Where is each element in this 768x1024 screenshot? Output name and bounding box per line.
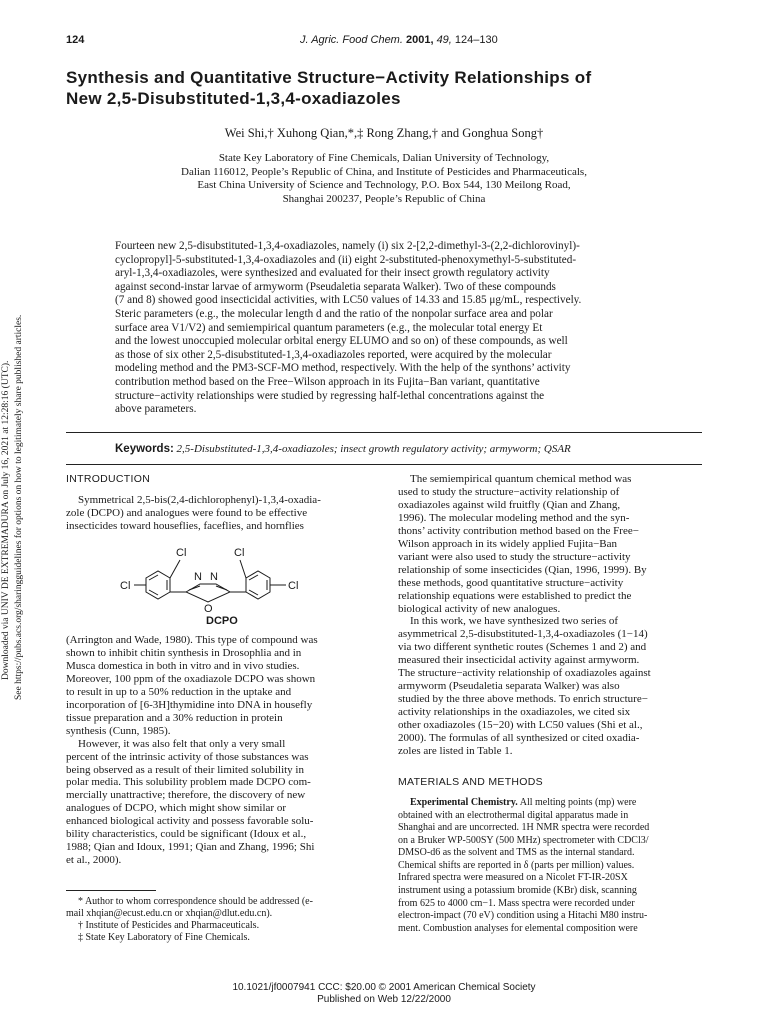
section-heading-materials: MATERIALS AND METHODS: [398, 775, 543, 788]
text-line: insecticides toward houseflies, faceflies, and hornflies: [66, 519, 304, 532]
text-line: instrument using a potassium bromide (KBr) disk, scanning: [398, 885, 637, 897]
atom-label-cl: Cl: [234, 547, 245, 559]
atom-label-n: N: [194, 571, 202, 583]
abstract: [115, 240, 655, 417]
journal-year: 2001,: [405, 34, 434, 46]
abstract-line: Steric parameters (e.g., the molecular length d and the ratio of the nonpolar surface area and polar: [115, 307, 553, 320]
text-line: DMSO-d6 as the solvent and TMS as the internal standard.: [398, 847, 635, 859]
abstract-line: Fourteen new 2,5-disubstituted-1,3,4-oxadiazoles, namely (i) six 2-[2,2-dimethyl-3-(2,2-dichlorovinyl)-: [115, 240, 580, 252]
text-line: Symmetrical 2,5-bis(2,4-dichlorophenyl)-1,3,4-oxadia-: [78, 493, 321, 506]
text-line: 2000). The formulas of all synthesized or cited oxadia-: [398, 732, 640, 745]
title-line: New 2,5-Disubstituted-1,3,4-oxadiazoles: [66, 89, 401, 108]
text-line: relationship of some insecticides (Qian, 1996, 1999). By: [398, 563, 647, 576]
page-number: 124: [66, 34, 85, 46]
text-line: enhanced biological activity and possess favorable solu-: [66, 815, 314, 828]
left-column-continued: [66, 634, 366, 867]
text-line: Musca domestica in both in vitro and in vivo studies.: [66, 659, 300, 672]
abstract-line: as those of six other 2,5-disubstituted-1,3,4-oxadiazoles reported, were acquired by the molecular: [115, 348, 552, 361]
left-column: [66, 473, 366, 533]
oxadiazole-ring: [186, 584, 230, 602]
text-line: tissue preparation and a 30% reduction in protein: [66, 711, 283, 724]
text-line: bility characteristics, could be significant (Idoux et al.,: [66, 828, 307, 841]
footnote-line: mail xhqian@ecust.edu.cn or xhqian@dlut.edu.cn).: [66, 908, 273, 919]
abstract-line: modeling method and the PM3-SCF-MO method, respectively. With the help of the synthons’ activity: [115, 362, 571, 375]
footnotes: [66, 896, 366, 944]
atom-label-cl: Cl: [288, 580, 299, 592]
keywords-divider: [66, 464, 702, 465]
affiliation-block: [0, 152, 768, 206]
text-line: armyworm (Pseudaletia separata Walker) was also: [398, 680, 620, 693]
footnote-line: † Institute of Pesticides and Pharmaceuticals.: [78, 920, 260, 931]
footnote-line: ‡ State Key Laboratory of Fine Chemicals.: [78, 932, 250, 943]
text-line: shown to inhibit chitin synthesis in Drosophlia and in: [66, 646, 302, 659]
text-line: zole (DCPO) and analogues were found to be effective: [66, 506, 308, 519]
text-line: In this work, we have synthesized two series of: [410, 615, 619, 628]
right-phenyl-ring: [246, 571, 270, 599]
download-notice-text: [0, 270, 26, 700]
subheading-experimental-chemistry: Experimental Chemistry.: [410, 796, 518, 808]
text-line: incorporation of [6-3H]thymidine into DNA in housefly: [66, 698, 313, 711]
text-line: biological activity of new analogues.: [398, 602, 561, 615]
text-line: asymmetrical 2,5-disubstituted-1,3,4-oxadiazoles (1−14): [398, 628, 648, 641]
left-ortho-cl-bond: [170, 560, 180, 578]
affiliation-line: Dalian 116012, People’s Republic of China, and Institute of Pesticides and Pharmaceuticals,: [181, 165, 587, 178]
text-line: these methods, good quantitative structure−activity: [398, 576, 624, 589]
journal-volume: 49,: [436, 34, 452, 46]
text-line: However, it was also felt that only a very small: [78, 737, 286, 750]
text-line: Infrared spectra were measured on a Nicolet FT-IR-20SX: [398, 872, 628, 884]
atom-label-cl: Cl: [120, 580, 131, 592]
text-line: on a Bruker WP-500SY (500 MHz) spectrometer with CDCl3/: [398, 834, 649, 846]
footnote-line: * Author to whom correspondence should be addressed (e-: [78, 896, 313, 907]
text-line: used to study the structure−activity relationship of: [398, 485, 620, 498]
right-ortho-cl-bond: [240, 560, 246, 578]
text-line: thons’ activity contribution method based on the Free−: [398, 524, 639, 537]
text-line: electron-impact (70 eV) condition using a Hitachi M80 instru-: [398, 910, 648, 922]
download-notice-link[interactable]: See https://pubs.acs.org/sharingguidelines for options on how to legitimately share published articles.: [14, 314, 24, 700]
journal-name: J. Agric. Food Chem.: [300, 34, 403, 46]
abstract-line: cyclopropyl]-5-substituted-1,3,4-oxadiazoles and (ii) eight 2-substituted-phenoxymethyl-5-substituted-: [115, 253, 577, 266]
text-line: oxadiazoles against wild fruitfly (Qian and Zhang,: [398, 498, 621, 511]
abstract-line: and the lowest unoccupied molecular orbital energy ELUMO and so on) of these compounds, as well: [115, 335, 568, 348]
text-line: measured their insecticidal activity against armyworm.: [398, 654, 640, 667]
abstract-divider: [66, 432, 702, 433]
text-line: other oxadiazoles (15−20) with LC50 values (Shi et al.,: [398, 719, 643, 732]
abstract-line: contribution method based on the Free−Wilson approach in its Fujita−Ban variant, quantitative: [115, 375, 540, 388]
text-line: The semiempirical quantum chemical method was: [410, 473, 632, 485]
atom-label-n: N: [210, 571, 218, 583]
text-line: polar media. This solubility problem made DCPO com-: [66, 776, 311, 789]
text-line: analogues of DCPO, which might show similar or: [66, 802, 286, 815]
left-phenyl-ring: [146, 571, 170, 599]
download-notice-line: Downloaded via UNIV DE EXTREMADURA on July 16, 2021 at 12:28:16 (UTC).: [1, 360, 11, 680]
text-line: [398, 797, 700, 810]
text-line: Wilson approach in its widely applied Fujita−Ban: [398, 537, 618, 550]
text-run: All melting points (mp) were: [519, 796, 637, 808]
text-line: percent of the intrinsic activity of those substances was: [66, 750, 309, 763]
text-line: et al., 2000).: [66, 854, 122, 867]
abstract-line: structure−activity relationships were studied by regressing half-lethal concentrations against the: [115, 389, 545, 402]
abstract-line: above parameters.: [115, 403, 197, 416]
abstract-line: against second-instar larvae of armyworm (Pseudaletia separata Walker). Two of these compounds: [115, 280, 556, 293]
affiliation-line: State Key Laboratory of Fine Chemicals, Dalian University of Technology,: [218, 152, 550, 164]
right-column: [398, 473, 700, 935]
abstract-line: (7 and 8) showed good insecticidal activities, with LC50 values of 14.33 and 15.85 μg/mL, respectively.: [115, 294, 582, 307]
atom-label-o: O: [204, 603, 213, 612]
affiliation-line: East China University of Science and Technology, P.O. Box 544, 130 Meilong Road,: [197, 179, 571, 191]
keywords-label: Keywords:: [115, 443, 174, 455]
author-list: Wei Shi,† Xuhong Qian,*,‡ Rong Zhang,† and Gonghua Song†: [224, 126, 544, 140]
text-line: via two different synthetic routes (Schemes 1 and 2) and: [398, 641, 647, 654]
text-line: 1988; Qian and Idoux, 1991; Qian and Zhang, 1996; Shi: [66, 841, 315, 854]
section-heading-introduction: INTRODUCTION: [66, 473, 151, 485]
text-line: Chemical shifts are reported in δ (parts per million) values.: [398, 859, 635, 871]
intro-paragraph: [66, 494, 366, 507]
affiliation-line: Shanghai 200237, People’s Republic of China: [282, 192, 486, 205]
doi-line[interactable]: 10.1021/jf0007941 CCC: $20.00 © 2001 American Chemical Society: [232, 982, 536, 993]
download-notice-sidebar: [0, 300, 40, 700]
published-line: Published on Web 12/22/2000: [317, 994, 451, 1005]
text-line: relationship equations were established to predict the: [398, 589, 632, 602]
journal-citation: [300, 34, 498, 46]
text-line: to result in up to a 50% reduction in the uptake and: [66, 685, 292, 698]
text-line: ment. Combustion analyses for elemental composition were: [398, 922, 638, 934]
text-line: from 625 to 4000 cm−1. Mass spectra were recorded under: [398, 897, 635, 909]
atom-label-cl: Cl: [176, 547, 187, 559]
text-line: mercially unattractive; therefore, the discovery of new: [66, 789, 306, 802]
journal-pages: 124–130: [454, 34, 498, 46]
text-line: 1996). The molecular modeling method and the syn-: [398, 511, 630, 524]
article-title: [66, 67, 726, 109]
text-line: Shanghai and are uncorrected. 1H NMR spectra were recorded: [398, 822, 650, 834]
text-line: The structure−activity relationship of oxadiazoles against: [398, 667, 651, 680]
text-line: studied by the three above methods. To enrich structure−: [398, 693, 648, 706]
page-footer: [0, 982, 768, 1006]
abstract-line: aryl-1,3,4-oxadiazoles, were synthesized and evaluated for their insect growth regulatory activity: [115, 267, 550, 280]
keywords: [115, 443, 571, 455]
text-line: variant were also used to study the structure−activity: [398, 550, 631, 563]
title-line: Synthesis and Quantitative Structure−Activity Relationships of: [66, 68, 592, 87]
footnote-rule: [66, 890, 156, 891]
keywords-text: 2,5-Disubstituted-1,3,4-oxadiazoles; insect growth regulatory activity; armyworm; QSAR: [176, 443, 571, 455]
text-line: Moreover, 100 ppm of the oxadiazole DCPO was shown: [66, 672, 316, 685]
text-line: obtained with an electrothermal digital apparatus made in: [398, 809, 629, 821]
text-line: activity relationships in the oxadiazoles, we cited six: [398, 706, 631, 719]
abstract-line: surface area V1/V2) and semiempirical quantum parameters (e.g., the molecular total energy Et: [115, 321, 543, 334]
intro-paragraph-cont: [66, 507, 366, 533]
text-line: (Arrington and Wade, 1980). This type of compound was: [66, 634, 318, 646]
experimental-paragraph: [398, 797, 700, 936]
dcpo-structure-diagram: [120, 540, 330, 612]
dcpo-caption: DCPO: [206, 615, 238, 627]
text-line: being observed as a result of their limited solubility in: [66, 763, 304, 776]
text-line: zoles are listed in Table 1.: [398, 745, 513, 758]
text-line: synthesis (Cunn, 1985).: [66, 724, 171, 737]
